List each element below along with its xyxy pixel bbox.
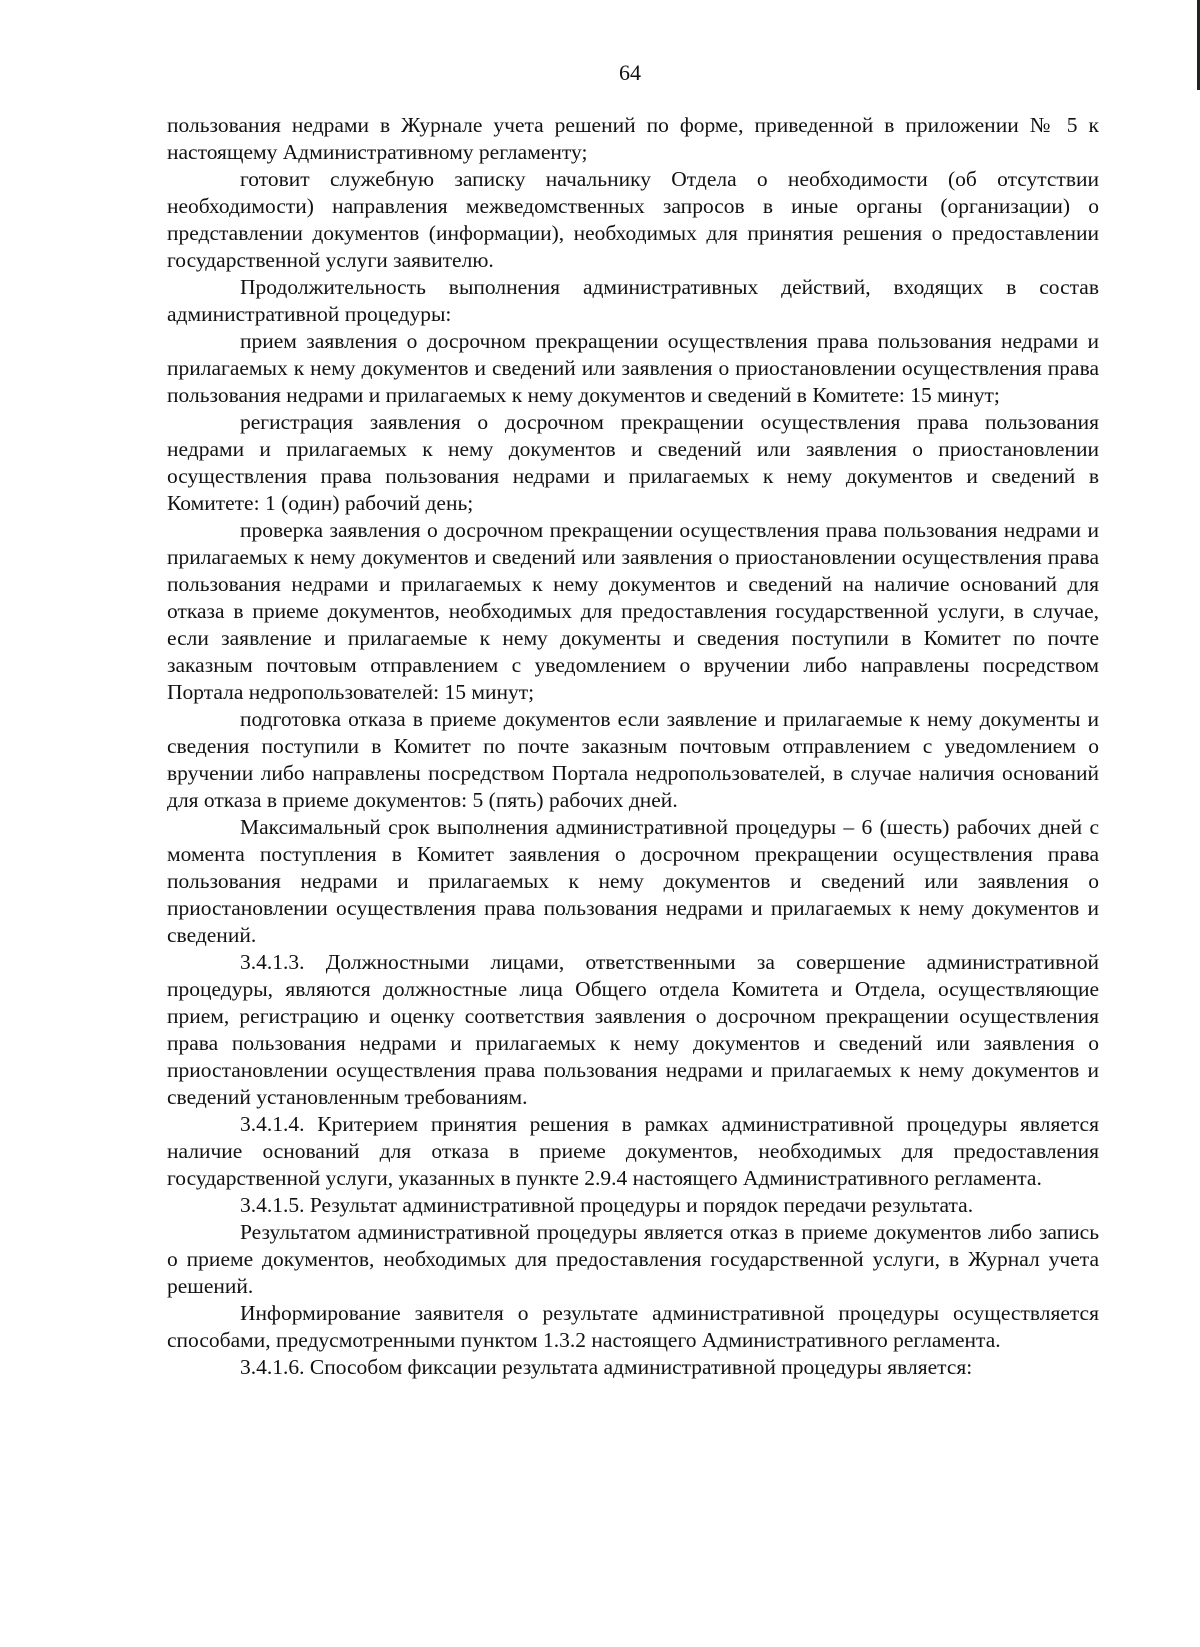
paragraph: проверка заявления о досрочном прекращении осуществления права пользования недрами и прилагаемых к нему документов и сведений или заявления о приостановлении осуществления права пользования недрами и прилагаемых к нему документов и сведений на наличие оснований для отказа в приеме документов, необходимых для предоставления государственной услуги, в случае, если заявление и прилагаемые к нему документы и сведения поступили в Комитет по почте заказным почтовым отправлением с уведомлением о вручении либо направлены посредством Портала недропользователей: 15 минут; bbox=[167, 518, 1099, 704]
paragraph: 3.4.1.3. Должностными лицами, ответственными за совершение административной процедуры, являются должностные лица Общего отдела Комитета и Отдела, осуществляющие прием, регистрацию и оценку соответствия заявления о досрочном прекращении осуществления права пользования недрами и прилагаемых к нему документов и сведений или заявления о приостановлении осуществления права пользования недрами и прилагаемых к нему документов и сведений установленным требованиям. bbox=[167, 950, 1099, 1109]
paragraph: регистрация заявления о досрочном прекращении осуществления права пользования недрами и прилагаемых к нему документов и сведений или заявления о приостановлении осуществления права пользования недрами и прилагаемых к нему документов и сведений в Комитете: 1 (один) рабочий день; bbox=[167, 410, 1099, 515]
paragraph-continuation: пользования недрами в Журнале учета решений по форме, приведенной в приложении № 5 к настоящему Административному регламенту; bbox=[167, 113, 1099, 164]
paragraph: готовит служебную записку начальнику Отдела о необходимости (об отсутствии необходимости) направления межведомственных запросов в иные органы (организации) о представлении документов (информации), необходимых для принятия решения о предоставлении государственной услуги заявителю. bbox=[167, 167, 1099, 272]
paragraph: Информирование заявителя о результате административной процедуры осуществляется способами, предусмотренными пунктом 1.3.2 настоящего Административного регламента. bbox=[167, 1301, 1099, 1352]
paragraph: подготовка отказа в приеме документов если заявление и прилагаемые к нему документы и сведения поступили в Комитет по почте заказным почтовым отправлением с уведомлением о вручении либо направлены посредством Портала недропользователей, в случае наличия оснований для отказа в приеме документов: 5 (пять) рабочих дней. bbox=[167, 707, 1099, 812]
paragraph: 3.4.1.5. Результат административной процедуры и порядок передачи результата. bbox=[240, 1193, 974, 1217]
paragraph: 3.4.1.4. Критерием принятия решения в рамках административной процедуры является наличие оснований для отказа в приеме документов, необходимых для предоставления государственной услуги, указанных в пункте 2.9.4 настоящего Административного регламента. bbox=[167, 1112, 1099, 1190]
page-number: 64 bbox=[619, 60, 641, 85]
paragraph: Продолжительность выполнения административных действий, входящих в состав административной процедуры: bbox=[167, 275, 1099, 326]
paragraph: 3.4.1.6. Способом фиксации результата административной процедуры является: bbox=[240, 1355, 973, 1379]
paragraph: прием заявления о досрочном прекращении осуществления права пользования недрами и прилагаемых к нему документов и сведений или заявления о приостановлении осуществления права пользования недрами и прилагаемых к нему документов и сведений в Комитете: 15 минут; bbox=[167, 329, 1099, 407]
paragraph: Максимальный срок выполнения административной процедуры – 6 (шесть) рабочих дней с момента поступления в Комитет заявления о досрочном прекращении осуществления права пользования недрами и прилагаемых к нему документов и сведений или заявления о приостановлении осуществления права пользования недрами и прилагаемых к нему документов и сведений. bbox=[167, 815, 1099, 947]
document-body bbox=[167, 112, 1099, 1381]
paragraph: Результатом административной процедуры является отказ в приеме документов либо запись о приеме документов, необходимых для предоставления государственной услуги, в Журнал учета решений. bbox=[167, 1220, 1099, 1298]
